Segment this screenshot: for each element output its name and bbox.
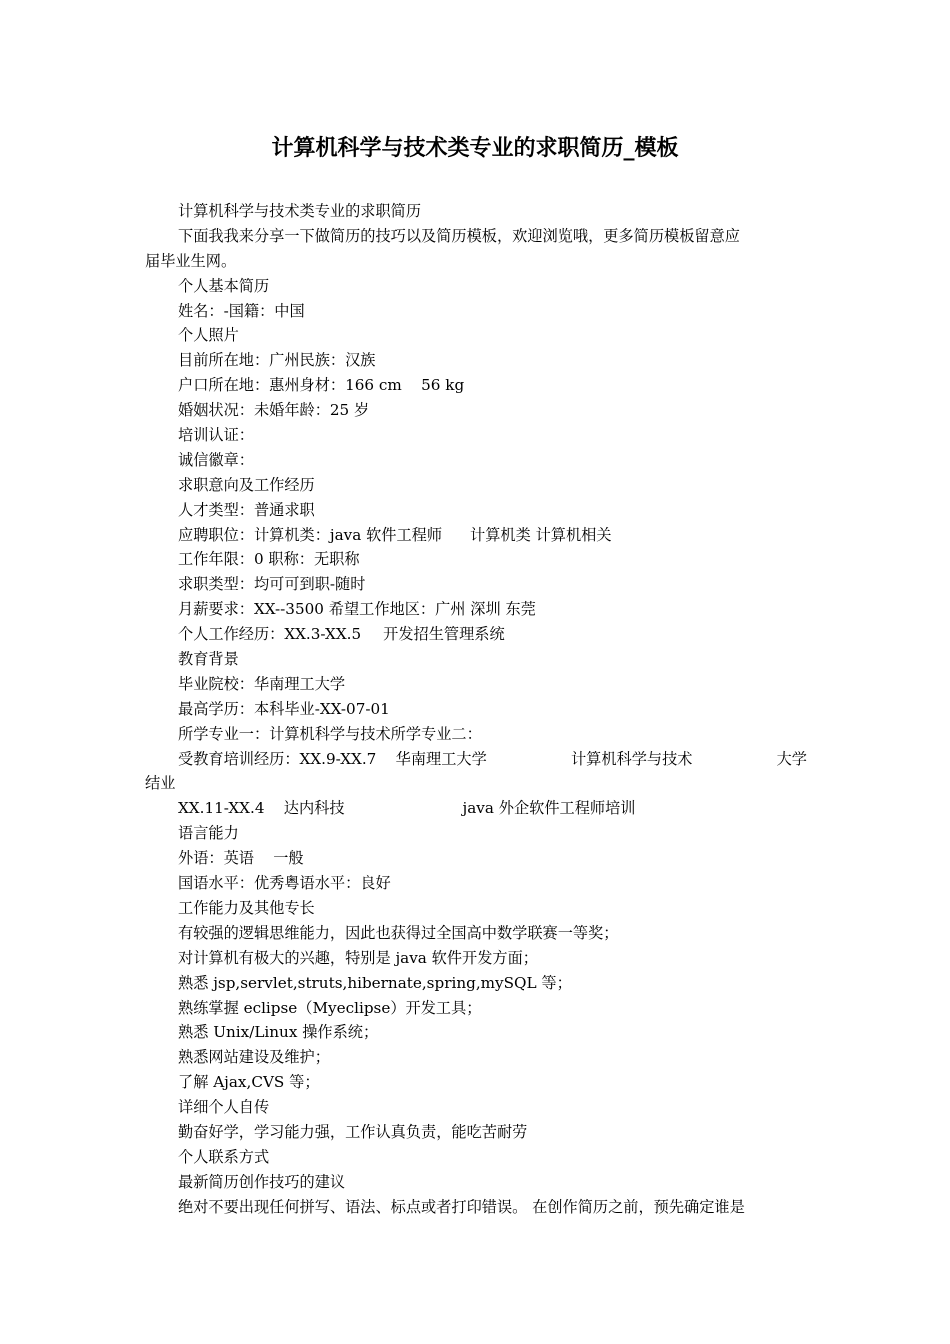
paragraph-line: 月薪要求：XX--3500 希望工作地区：广州 深圳 东莞 [178,600,536,619]
document-body [145,199,807,1220]
paragraph-line: 个人照片 [178,326,239,345]
paragraph-line: 户口所在地：惠州身材：166 cm 56 kg [178,376,465,395]
paragraph-line [145,796,807,821]
section-heading: 最新简历创作技巧的建议 [178,1172,346,1191]
paragraph-line: 有较强的逻辑思维能力，因此也获得过全国高中数学联赛一等奖； [178,923,619,942]
paragraph-line [145,747,807,772]
paragraph-line: 下面我我来分享一下做简历的技巧以及简历模板，欢迎浏览哦，更多简历模板留意应 [178,226,740,245]
paragraph-line: 外语：英语 一般 [178,849,304,868]
paragraph-line: 熟悉 Unix/Linux 操作系统； [178,1023,379,1042]
text-segment: 开发招生管理系统 [383,625,505,644]
paragraph-line: 了解 Ajax,CVS 等； [178,1073,320,1092]
section-heading: 求职意向及工作经历 [178,475,315,494]
paragraph-line: 对计算机有极大的兴趣，特别是 java 软件开发方面； [178,948,538,967]
text-segment: 应聘职位：计算机类：java 软件工程师 [178,525,443,544]
paragraph-line: 工作年限：0 职称：无职称 [178,550,360,569]
paragraph-line: 绝对不要出现任何拼写、语法、标点或者打印错误。 在创作简历之前，预先确定谁是 [178,1197,745,1216]
text-segment: 计算机类 计算机相关 [470,525,612,544]
paragraph-line: 培训认证： [178,426,254,445]
text-segment: XX.11-XX.4 达内科技 [178,799,345,818]
paragraph-line: 人才类型：普通求职 [178,500,315,519]
paragraph-line: 所学专业一：计算机科学与技术所学专业二： [178,724,482,743]
paragraph-line [145,622,807,647]
paragraph-line: 国语水平：优秀粤语水平：良好 [178,874,391,893]
paragraph-line: 届毕业生网。 [145,251,237,270]
paragraph-line: 求职类型：均可可到职-随时 [178,575,366,594]
paragraph-line: 毕业院校：华南理工大学 [178,674,346,693]
paragraph-line: 计算机科学与技术类专业的求职简历 [178,202,421,220]
section-heading: 个人基本简历 [178,276,270,295]
section-heading: 详细个人自传 [178,1098,270,1117]
text-segment: 大学 [776,749,807,768]
paragraph-line: 结业 [145,774,176,793]
section-heading: 语言能力 [178,824,239,843]
text-segment: 计算机科学与技术 [570,749,693,768]
section-heading: 教育背景 [178,650,239,669]
section-heading: 工作能力及其他专长 [178,898,315,917]
paragraph-line: 熟练掌握 eclipse（Myeclipse）开发工具； [178,998,482,1017]
text-segment: 受教育培训经历：XX.9-XX.7 华南理工大学 [178,749,487,768]
paragraph-line: 姓名：-国籍：中国 [178,301,305,320]
paragraph-line [145,523,807,548]
paragraph-line: 目前所在地：广州民族：汉族 [178,351,376,370]
paragraph-line: 熟悉网站建设及维护； [178,1048,330,1067]
paragraph-line: 婚姻状况：未婚年龄：25 岁 [178,401,370,420]
paragraph-line: 最高学历：本科毕业-XX-07-01 [178,699,390,718]
paragraph-line: 勤奋好学，学习能力强，工作认真负责，能吃苦耐劳 [178,1122,528,1141]
text-segment: 个人工作经历：XX.3-XX.5 [178,625,362,644]
paragraph-line: 诚信徽章： [178,450,254,469]
document-title: 计算机科学与技术类专业的求职简历_模板 [271,136,679,161]
text-segment: java 外企软件工程师培训 [462,799,636,818]
paragraph-line: 熟悉 jsp,servlet,struts,hibernate,spring,mySQL 等； [178,973,572,992]
section-heading: 个人联系方式 [178,1147,270,1166]
